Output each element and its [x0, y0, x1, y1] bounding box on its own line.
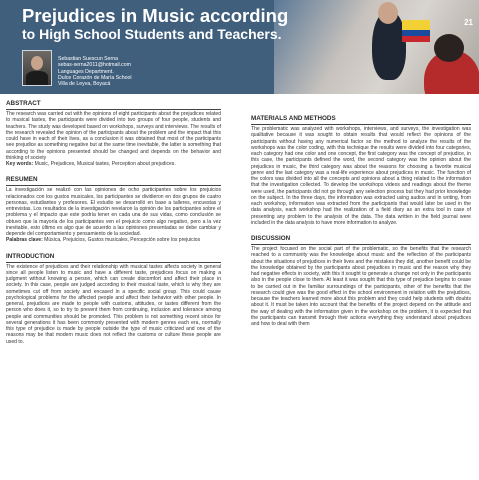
- introduction-text: The existence of prejudices and their relationship with musical tastes affects society in general since all people listen to music and have a different taste, prejudices focus on making a judgment without knowing a person, which can create discomfort and affect their place in society. In this case, people are judged according to their musical taste, which is why they are sometimes cut off from society and encased in a specific social group. This could cause psychological problems for the affected people and affect their behavior with other people. In general, prejudices are made to people with customs, attitudes, or tastes different from the person who does it, so to try to prevent them from continuing, inclusion and tolerance among people and communities should be promoted. This problem is not something recent since for several generations it has been commonly presented with modern genres each era, normally this type of prejudice is made by people outside the type of music criticized and one of the reasons may be that modern music does not reflect the customs or culture these people are used to.: [6, 263, 221, 345]
- page-number: 21: [464, 18, 473, 27]
- resumen-text: La investigación se realizó con las opiniones de ocho participantes sobre los prejuicios relacionados con los gustos musicales, los participantes se dividieron en dos grupos de cuatro personas, estudiantes y profesores. El estudio se desarrolló en base a talleres, encuestas y entrevistas. Los resultados de la investigación revelaron la opinión de los participantes sobre el problema y el impacto que este podría tener en cada una de sus vidas, como conclusión se obtuvo que la mayoría de los participantes ven el prejuicio como algo negativo, pero a la vez inevitable, esto último es algo que de acuerdo a las opiniones presentadas se debe cambiar y depende del comportamiento y pensamiento de la sociedad.: [6, 187, 221, 237]
- discussion-heading: DISCUSSION: [251, 235, 291, 242]
- introduction-heading: INTRODUCTION: [6, 252, 55, 260]
- flag-stripe: [402, 20, 430, 30]
- author-location: Villa de Leyva, Boyacá: [58, 81, 111, 88]
- left-column: [6, 96, 221, 345]
- divider: [251, 124, 471, 125]
- divider: [6, 262, 221, 263]
- abstract-text: The research was carried out with the opinions of eight participants about the prejudices related to musical tastes, the participants were divided into two groups of four people, students and teachers. The study was developed based on workshops, surveys and interviews. The results of the research revealed the opinion of the participants about the problem and the impact that this could have in each of their lives, as a conclusion it was obtained that most of the participants see prejudice as something negative but at the same time inevitable, the latter is something that according to the opinions presented should be changed and depends on the behavior and thinking of society: [6, 111, 221, 161]
- photo-person-head: [434, 34, 464, 62]
- author-info: [58, 56, 132, 87]
- author-email: sebas-serna2011@hotmail.com: [58, 62, 131, 69]
- materials-heading: MATERIALS AND METHODS: [251, 115, 336, 122]
- avatar-face: [31, 56, 43, 70]
- author-avatar: [22, 50, 52, 86]
- materials-text: The problematic was analyzed with workshops, interviews, and surveys, the investigation was qualitative because it was sought to obtain results that would reflect the opinions of the participants without having any numerical factor so the method to analyze the results of the workshops was the color coding, with this technique the results were divided into four categories, each category had one color and one concept, the first category was the concept of prejudice, in this case, the participants defined the word, the second category was the opinion about the prejudices in music, the third category was about the reasons for choosing a favorite musical genre and the last category was a real-life experience about prejudices in music. The function of the colors was divided into all the concepts and opinions about a thing related to the information that the investigation collected. To develop the workshops videos and readings about the theme were used, the participants did not go through any selection process but they had prior knowledge on the subject. In the three days, the information was extracted using audios and in writing, from each workshop, information was extracted from the participants that would later be used in the data analysis, each workshop had the realization of a field diary as an extra tool in case of presenting any problem to the analysis of the data. The data written in the field journal were included in the data analysis to have more information to analyze.: [251, 126, 471, 226]
- keywords-text: Music, Prejudices, Musical tastes, Perception about prejudices.: [34, 161, 176, 167]
- divider: [251, 244, 471, 245]
- article-title: Prejudices in Music according: [22, 5, 289, 26]
- abstract-heading: ABSTRACT: [6, 100, 41, 107]
- avatar-body: [26, 71, 48, 85]
- resumen-heading: RESUMEN: [6, 176, 38, 184]
- author-department: Languages Department.: [58, 68, 114, 75]
- photo-person-head: [378, 2, 398, 24]
- divider: [6, 185, 221, 186]
- palabras-clave-label: Palabras clave:: [6, 237, 43, 244]
- keywords-label: Key words:: [6, 161, 34, 167]
- header-banner: [0, 0, 479, 94]
- resumen-keywords: [6, 237, 221, 243]
- author-school: Dulce Corazón de María School: [58, 74, 132, 81]
- article-subtitle: to High School Students and Teachers.: [22, 26, 282, 42]
- right-column: [251, 111, 471, 327]
- divider: [6, 109, 221, 110]
- palabras-clave-text: Música, Prejuicios, Gustos musicales, Percepción sobre los prejuicios: [44, 237, 201, 244]
- author-name: Sebastian Suescun Serna: [58, 56, 118, 62]
- flag-stripe: [402, 36, 430, 42]
- discussion-text: The project focused on the social part of the problematic, so the benefits that the research reached to a community was the knowledge about music and the reflection of the participants about the situations of prejudices in their lives and the mistakes they did, another benefit could be the knowledge obtained by the participants about prejudices in music and the reason why they had negative effects in society, with this it sought to generate a change not only in the participants also in the people close to them. At least it was sought that this type of prejudice begins to cease to be carried out in the familiar surroundings of the participants, other of the benefits that the research could give was the good effect in the school environment in relation with the prejudices, because the teachers learned more about this problem and they could help students with doubts about it. It must be taken into account that the benefits of the project depend on the attitude and the way of dealing with the information given in the workshop on the problem, it is expected that the participants can transmit through their actions everything they understand about prejudices and how to deal with them: [251, 246, 471, 327]
